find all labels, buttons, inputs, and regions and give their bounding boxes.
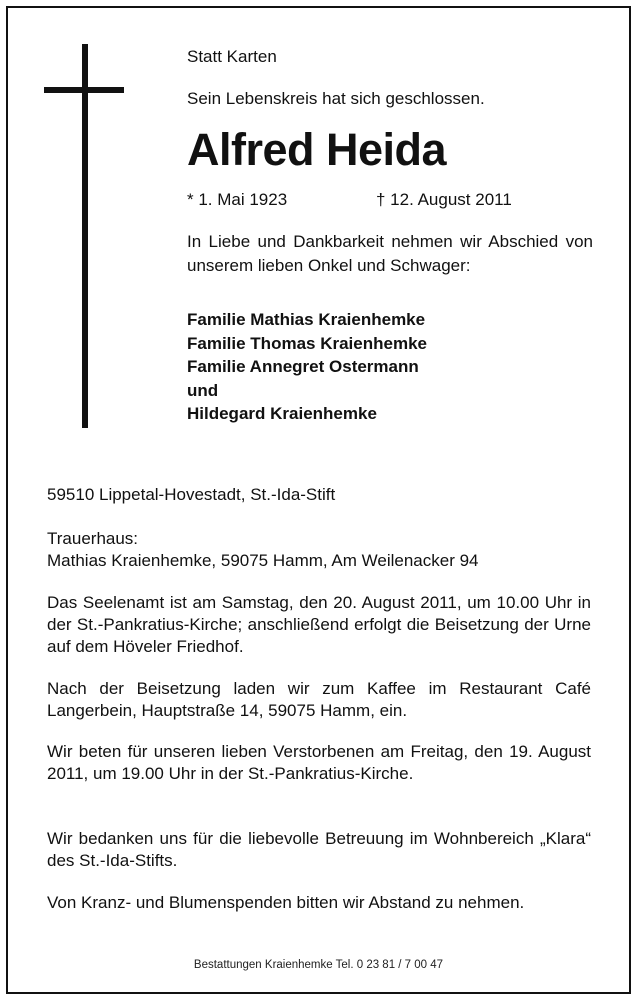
family-list xyxy=(187,308,593,426)
prayer-paragraph: Wir beten für unseren lieben Verstorbenen am Freitag, den 19. August 2011, um 19.00 Uhr in der St.-Pankratius-Kirche. xyxy=(47,742,591,783)
family-member: Familie Thomas Kraienhemke xyxy=(187,333,427,353)
cross-icon xyxy=(82,44,88,428)
donations-paragraph: Von Kranz- und Blumenspenden bitten wir Abstand zu nehmen. xyxy=(47,893,525,912)
family-member: Hildegard Kraienhemke xyxy=(187,404,377,423)
thanks-paragraph: Wir bedanken uns für die liebevolle Betreuung im Wohnbereich „Klara“ des St.-Ida-Stifts. xyxy=(47,829,591,870)
lebenskreis-line: Sein Lebenskreis hat sich geschlossen. xyxy=(187,89,485,108)
intro-text: In Liebe und Dankbarkeit nehmen wir Abschied von unserem lieben Onkel und Schwager: xyxy=(187,232,593,275)
trauerhaus-label: Trauerhaus: xyxy=(47,529,139,548)
location-line: 59510 Lippetal-Hovestadt, St.-Ida-Stift xyxy=(47,485,336,504)
statt-karten-line: Statt Karten xyxy=(187,47,277,66)
funeral-home-footer: Bestattungen Kraienhemke Tel. 0 23 81 / 7 00 47 xyxy=(193,959,444,971)
deceased-name: Alfred Heida xyxy=(187,124,447,175)
seelenamt-paragraph: Das Seelenamt ist am Samstag, den 20. August 2011, um 10.00 Uhr in der St.-Pankratius-Kirche; anschließend erfolgt die Beisetzung der Urne auf dem Höveler Friedhof. xyxy=(47,593,591,656)
family-member: Familie Mathias Kraienhemke xyxy=(187,310,426,329)
family-member: Familie Annegret Ostermann xyxy=(187,357,419,376)
cross-icon-crossbar xyxy=(44,87,124,93)
trauerhaus-block xyxy=(47,528,591,572)
kaffee-paragraph: Nach der Beisetzung laden wir zum Kaffee im Restaurant Café Langerbein, Hauptstraße 14, 59075 Hamm, ein. xyxy=(47,679,591,720)
family-conjunction: und xyxy=(187,380,219,400)
trauerhaus-address: Mathias Kraienhemke, 59075 Hamm, Am Weilenacker 94 xyxy=(47,551,479,570)
death-date: † 12. August 2011 xyxy=(376,190,512,209)
life-dates xyxy=(187,189,593,211)
birth-date: * 1. Mai 1923 xyxy=(187,190,288,209)
